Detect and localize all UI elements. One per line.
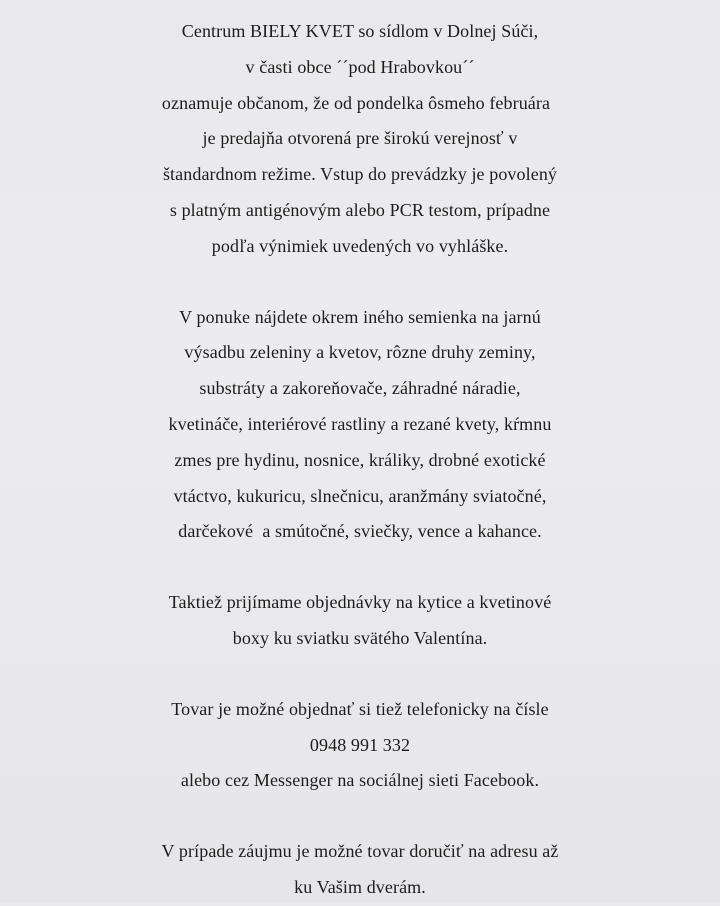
order-paragraph bbox=[0, 692, 720, 799]
text-line: V prípade záujmu je možné tovar doručiť na adresu až bbox=[161, 841, 559, 862]
text-line: boxy ku sviatku svätého Valentína. bbox=[232, 627, 488, 648]
text-line: výsadbu zeleniny a kvetov, rôzne druhy zeminy, bbox=[184, 342, 536, 363]
text-line: vtáctvo, kukuricu, slnečnicu, aranžmány sviatočné, bbox=[173, 485, 547, 506]
text-line: V ponuke nájdete okrem iného semienka na jarnú bbox=[179, 306, 541, 327]
text-line: Taktiež prijímame objednávky na kytice a kvetinové bbox=[168, 592, 552, 613]
text-line: darčekové a smútočné, sviečky, vence a kahance. bbox=[178, 521, 542, 542]
text-line: s platným antigénovým alebo PCR testom, prípadne bbox=[169, 199, 551, 220]
text-line: štandardnom režime. Vstup do prevádzky je povolený bbox=[162, 164, 558, 185]
text-line: ku Vašim dverám. bbox=[294, 876, 426, 897]
text-line: podľa výnimiek uvedených vo vyhláške. bbox=[211, 235, 509, 256]
text-line: zmes pre hydinu, nosnice, králiky, drobné exotické bbox=[174, 449, 546, 470]
text-line: Centrum BIELY KVET so sídlom v Dolnej Súči, bbox=[181, 21, 539, 41]
text-line: oznamuje občanom, že od pondelka ôsmeho februára bbox=[161, 92, 551, 113]
text-line: je predajňa otvorená pre širokú verejnosť v bbox=[202, 128, 518, 149]
valentine-paragraph bbox=[0, 585, 720, 657]
offer-paragraph bbox=[0, 300, 720, 551]
text-line: substráty a zakoreňovače, záhradné náradie, bbox=[199, 378, 521, 399]
delivery-paragraph bbox=[0, 834, 720, 906]
intro-paragraph bbox=[0, 14, 720, 265]
text-line: kvetináče, interiérové rastliny a rezané kvety, kŕmnu bbox=[168, 413, 552, 434]
text-line: alebo cez Messenger na sociálnej sieti Facebook. bbox=[180, 770, 540, 791]
phone-number: 0948 991 332 bbox=[309, 734, 411, 755]
text-line: Tovar je možné objednať si tiež telefonicky na čísle bbox=[171, 698, 549, 719]
text-line: v časti obce ´´pod Hrabovkou´´ bbox=[245, 56, 475, 77]
